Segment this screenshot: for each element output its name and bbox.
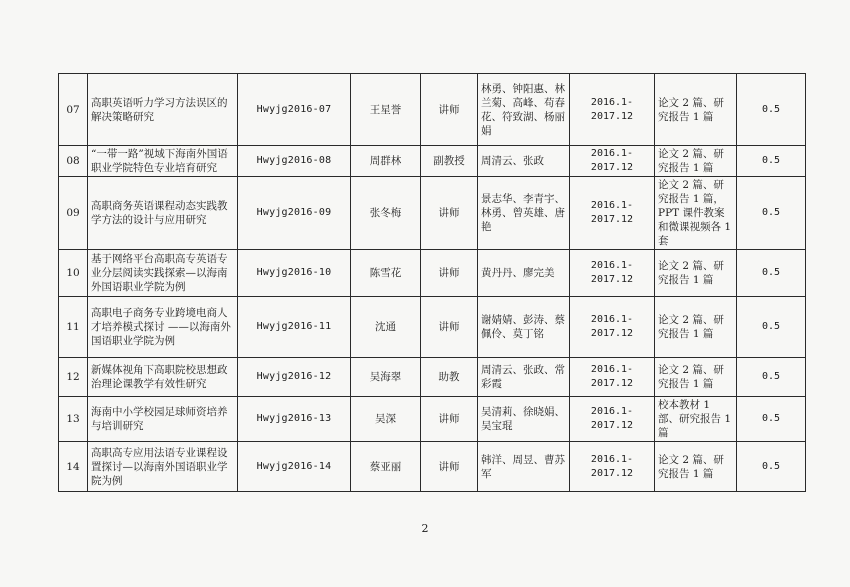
research-period: 2016.1-2017.12 bbox=[570, 358, 655, 397]
table-row bbox=[59, 297, 806, 358]
project-leader: 王星誉 bbox=[351, 74, 421, 146]
table-row bbox=[59, 358, 806, 397]
table-row bbox=[59, 397, 806, 442]
project-name: 新媒体视角下高职院校思想政治理论课教学有效性研究 bbox=[88, 358, 238, 397]
project-code: Hwyjg2016-08 bbox=[238, 146, 351, 177]
project-code: Hwyjg2016-10 bbox=[238, 250, 351, 297]
credit-value: 0.5 bbox=[737, 146, 806, 177]
project-leader: 陈雪花 bbox=[351, 250, 421, 297]
project-name: 高职高专应用法语专业课程设置探讨—以海南外国语职业学院为例 bbox=[88, 442, 238, 492]
leader-title: 讲师 bbox=[421, 297, 478, 358]
row-number: 11 bbox=[59, 297, 88, 358]
table-row bbox=[59, 442, 806, 492]
table-row bbox=[59, 177, 806, 250]
expected-results: 论文 2 篇、研究报告 1 篇 bbox=[655, 358, 737, 397]
row-number: 13 bbox=[59, 397, 88, 442]
research-period: 2016.1-2017.12 bbox=[570, 442, 655, 492]
research-period: 2016.1-2017.12 bbox=[570, 74, 655, 146]
project-code: Hwyjg2016-12 bbox=[238, 358, 351, 397]
project-code: Hwyjg2016-11 bbox=[238, 297, 351, 358]
expected-results: 论文 2 篇、研究报告 1 篇 bbox=[655, 74, 737, 146]
project-members: 谢婧婧、彭涛、蔡佩伶、莫丁铭 bbox=[478, 297, 570, 358]
expected-results: 论文 2 篇、研究报告 1 篇 bbox=[655, 146, 737, 177]
leader-title: 助教 bbox=[421, 358, 478, 397]
project-members: 林勇、钟阳惠、林兰菊、高峰、苟春花、符致湖、杨丽娟 bbox=[478, 74, 570, 146]
research-period: 2016.1-2017.12 bbox=[570, 177, 655, 250]
project-leader: 蔡亚丽 bbox=[351, 442, 421, 492]
credit-value: 0.5 bbox=[737, 358, 806, 397]
project-leader: 吴海翠 bbox=[351, 358, 421, 397]
leader-title: 讲师 bbox=[421, 397, 478, 442]
row-number: 08 bbox=[59, 146, 88, 177]
project-name: “一带一路”视域下海南外国语职业学院特色专业培育研究 bbox=[88, 146, 238, 177]
leader-title: 副教授 bbox=[421, 146, 478, 177]
credit-value: 0.5 bbox=[737, 74, 806, 146]
page-number: 2 bbox=[421, 522, 429, 535]
credit-value: 0.5 bbox=[737, 250, 806, 297]
project-leader: 沈通 bbox=[351, 297, 421, 358]
project-table-body bbox=[59, 74, 806, 492]
row-number: 14 bbox=[59, 442, 88, 492]
project-table bbox=[58, 73, 806, 492]
row-number: 12 bbox=[59, 358, 88, 397]
credit-value: 0.5 bbox=[737, 297, 806, 358]
expected-results: 论文 2 篇、研究报告 1 篇，PPT 课件教案和微课视频各 1 套 bbox=[655, 177, 737, 250]
project-name: 海南中小学校园足球师资培养与培训研究 bbox=[88, 397, 238, 442]
expected-results: 论文 2 篇、研究报告 1 篇 bbox=[655, 297, 737, 358]
leader-title: 讲师 bbox=[421, 250, 478, 297]
project-members: 周清云、张政、常彩霞 bbox=[478, 358, 570, 397]
project-leader: 张冬梅 bbox=[351, 177, 421, 250]
project-code: Hwyjg2016-14 bbox=[238, 442, 351, 492]
row-number: 10 bbox=[59, 250, 88, 297]
row-number: 07 bbox=[59, 74, 88, 146]
table-row bbox=[59, 250, 806, 297]
project-members: 吴清莉、徐晓娟、吴宝琨 bbox=[478, 397, 570, 442]
project-code: Hwyjg2016-07 bbox=[238, 74, 351, 146]
expected-results: 论文 2 篇、研究报告 1 篇 bbox=[655, 442, 737, 492]
leader-title: 讲师 bbox=[421, 177, 478, 250]
research-period: 2016.1-2017.12 bbox=[570, 297, 655, 358]
project-code: Hwyjg2016-13 bbox=[238, 397, 351, 442]
research-period: 2016.1-2017.12 bbox=[570, 397, 655, 442]
project-members: 黄丹丹、廖完美 bbox=[478, 250, 570, 297]
project-members: 韩洋、周昱、曹苏军 bbox=[478, 442, 570, 492]
project-leader: 吴深 bbox=[351, 397, 421, 442]
project-members: 周清云、张政 bbox=[478, 146, 570, 177]
project-name: 高职商务英语课程动态实践教学方法的设计与应用研究 bbox=[88, 177, 238, 250]
row-number: 09 bbox=[59, 177, 88, 250]
project-leader: 周群林 bbox=[351, 146, 421, 177]
project-name: 高职电子商务专业跨境电商人才培养模式探讨 ——以海南外国语职业学院为例 bbox=[88, 297, 238, 358]
leader-title: 讲师 bbox=[421, 74, 478, 146]
credit-value: 0.5 bbox=[737, 397, 806, 442]
expected-results: 论文 2 篇、研究报告 1 篇 bbox=[655, 250, 737, 297]
credit-value: 0.5 bbox=[737, 177, 806, 250]
research-period: 2016.1-2017.12 bbox=[570, 250, 655, 297]
table-row bbox=[59, 74, 806, 146]
project-members: 景志华、李青宇、林勇、曾英雄、唐艳 bbox=[478, 177, 570, 250]
leader-title: 讲师 bbox=[421, 442, 478, 492]
project-code: Hwyjg2016-09 bbox=[238, 177, 351, 250]
table-row bbox=[59, 146, 806, 177]
research-period: 2016.1-2017.12 bbox=[570, 146, 655, 177]
credit-value: 0.5 bbox=[737, 442, 806, 492]
project-name: 高职英语听力学习方法误区的解决策略研究 bbox=[88, 74, 238, 146]
project-name: 基于网络平台高职高专英语专业分层阅读实践探索—以海南外国语职业学院为例 bbox=[88, 250, 238, 297]
expected-results: 校本教材 1 部、研究报告 1 篇 bbox=[655, 397, 737, 442]
